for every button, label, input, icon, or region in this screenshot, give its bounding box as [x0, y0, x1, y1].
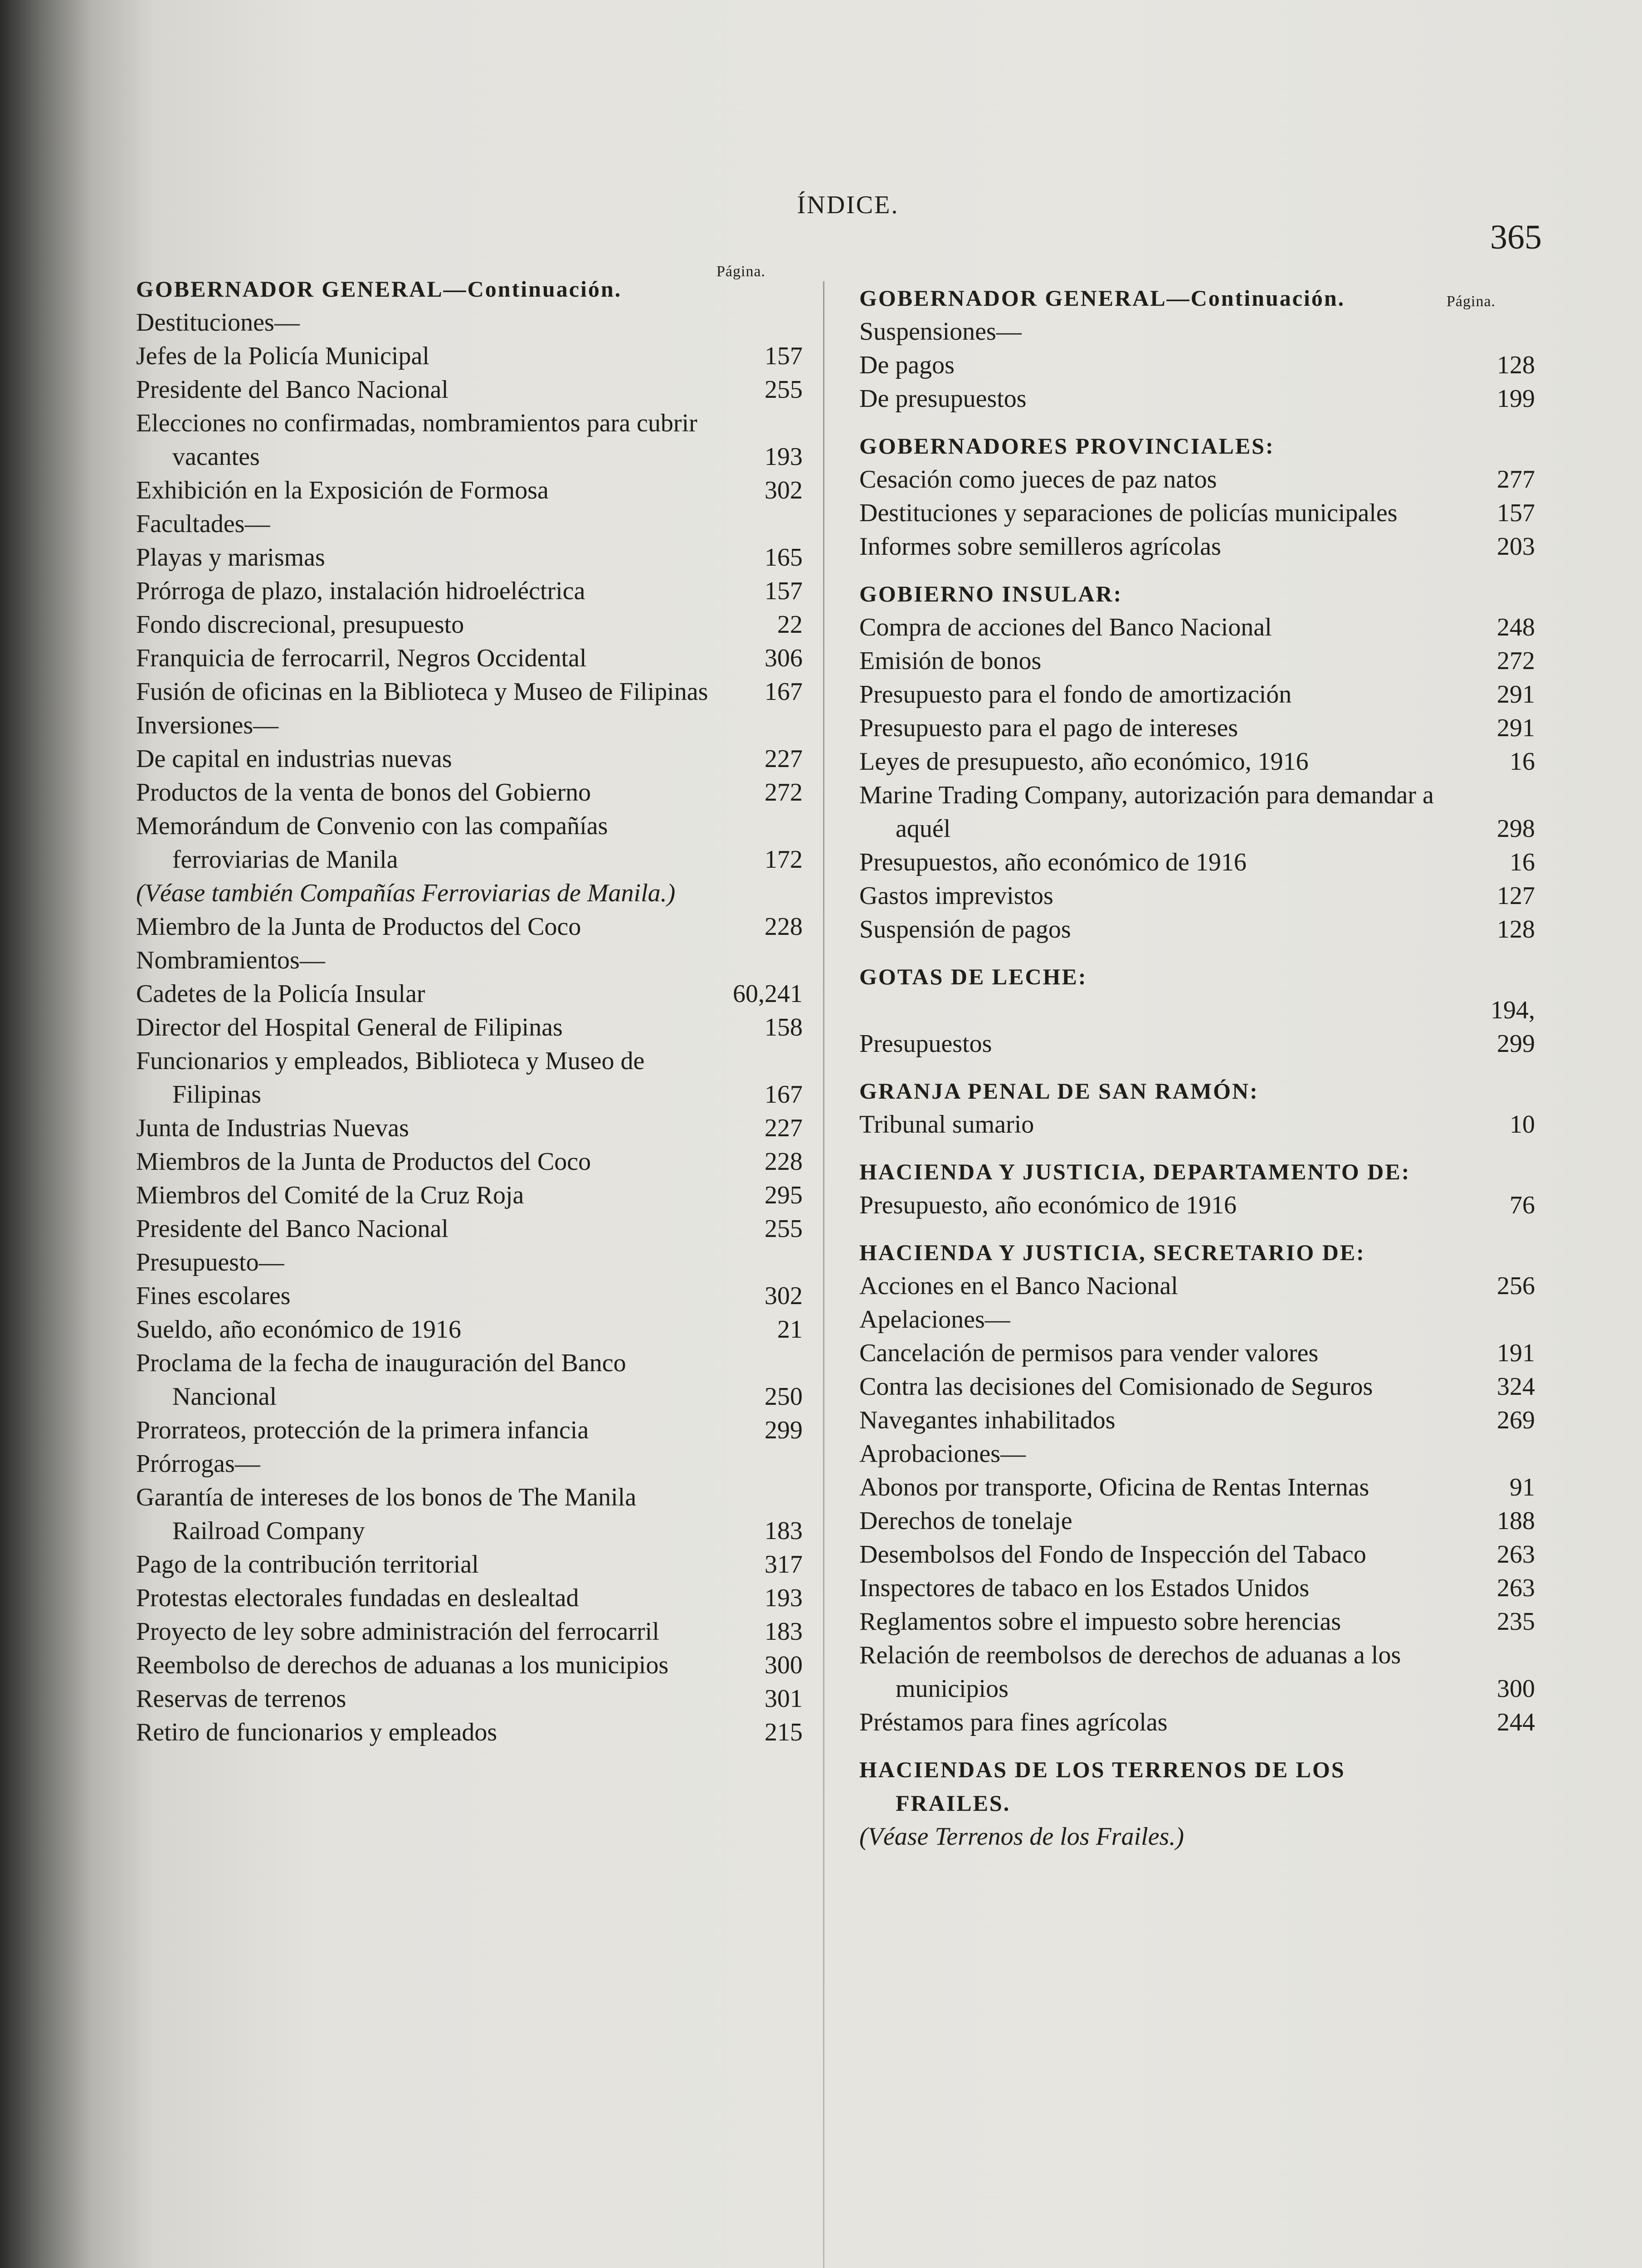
entry-page-number: 127: [1497, 882, 1535, 910]
entry-text: Destituciones y separaciones de policías municipales: [859, 499, 1398, 527]
index-entry: [859, 1370, 1535, 1403]
index-entry: [859, 315, 1535, 348]
column-divider: [823, 281, 824, 2268]
entry-text: Cadetes de la Policía Insular: [136, 980, 425, 1008]
index-entry: [136, 1246, 803, 1279]
entry-text: De capital en industrias nuevas: [136, 745, 452, 773]
entry-page-number: 10: [1510, 1110, 1535, 1139]
index-entry: [136, 1279, 803, 1313]
index-entry: [136, 809, 803, 876]
entry-text: Miembros del Comité de la Cruz Roja: [136, 1181, 524, 1209]
entry-text: HACIENDA Y JUSTICIA, SECRETARIO DE:: [859, 1240, 1365, 1265]
index-entry: [136, 1615, 803, 1648]
entry-text: Leyes de presupuesto, año económico, 1916: [859, 748, 1309, 776]
entry-text: Inversiones—: [136, 711, 279, 739]
entry-text: Prórrogas—: [136, 1450, 260, 1478]
entry-page-number: 317: [765, 1550, 803, 1579]
entry-text: Abonos por transporte, Oficina de Rentas Internas: [859, 1473, 1369, 1501]
entry-page-number: 194, 299: [1491, 996, 1535, 1058]
entry-page-number: 203: [1497, 533, 1535, 561]
index-entry: [136, 876, 803, 910]
entry-page-number: 248: [1497, 613, 1535, 641]
entry-page-number: 193: [765, 1584, 803, 1612]
entry-text: Presidente del Banco Nacional: [136, 1215, 448, 1243]
entry-page-number: 291: [1497, 680, 1535, 709]
entry-text: (Véase también Compañías Ferroviarias de Manila.): [136, 879, 676, 907]
entry-page-number: 302: [765, 1282, 803, 1310]
index-entry: [136, 1346, 803, 1413]
index-entry: [136, 709, 803, 742]
index-entry: [136, 1581, 803, 1615]
entry-text: Presupuesto para el fondo de amortización: [859, 680, 1292, 709]
entry-text: Productos de la venta de bonos del Gobierno: [136, 778, 591, 807]
entry-text: Funcionarios y empleados, Biblioteca y Museo de Filipinas: [136, 1047, 645, 1109]
index-entry: [859, 496, 1535, 530]
index-entry: [859, 678, 1535, 711]
index-entry: [859, 1108, 1535, 1141]
entry-page-number: 16: [1510, 848, 1535, 876]
entry-text: Sueldo, año económico de 1916: [136, 1315, 461, 1344]
index-entry: [136, 406, 803, 474]
entry-page-number: 272: [765, 778, 803, 807]
index-column-left: [136, 272, 803, 1749]
entry-page-number: 291: [1497, 714, 1535, 742]
entry-text: Presupuestos: [859, 1030, 992, 1058]
entry-page-number: 302: [765, 476, 803, 504]
index-entry: [136, 1212, 803, 1246]
entry-page-number: 76: [1510, 1191, 1535, 1219]
entry-page-number: 21: [777, 1315, 803, 1344]
entry-page-number: 157: [765, 577, 803, 605]
index-heading: [859, 1753, 1535, 1820]
index-entry: [136, 1145, 803, 1178]
index-entry: [859, 745, 1535, 778]
entry-page-number: 299: [765, 1416, 803, 1444]
index-entry: [136, 1011, 803, 1044]
entry-page-number: 60,241: [733, 980, 803, 1008]
page-number: 365: [1490, 218, 1542, 256]
entry-page-number: 263: [1497, 1540, 1535, 1569]
index-entry: [859, 1706, 1535, 1739]
entry-text: Destituciones—: [136, 308, 300, 337]
index-entry: [859, 913, 1535, 946]
entry-text: GOBIERNO INSULAR:: [859, 581, 1123, 606]
entry-text: GOBERNADOR GENERAL—Continuación.: [136, 276, 622, 302]
entry-text: Prorrateos, protección de la primera infancia: [136, 1416, 589, 1444]
entry-page-number: 227: [765, 745, 803, 773]
index-entry: [859, 463, 1535, 496]
entry-spacer: [859, 1222, 1535, 1236]
entry-text: Compra de acciones del Banco Nacional: [859, 613, 1272, 641]
entry-text: Contra las decisiones del Comisionado de Seguros: [859, 1373, 1373, 1401]
entry-page-number: 277: [1497, 465, 1535, 494]
index-entry: [859, 530, 1535, 563]
entry-text: Tribunal sumario: [859, 1110, 1034, 1139]
entry-text: Facultades—: [136, 510, 270, 538]
entry-text: Miembros de la Junta de Productos del Coco: [136, 1148, 591, 1176]
entry-text: Fines escolares: [136, 1282, 291, 1310]
index-entry: [136, 339, 803, 373]
entry-text: Reservas de terrenos: [136, 1685, 346, 1713]
entry-page-number: 295: [765, 1181, 803, 1209]
entry-text: Miembro de la Junta de Productos del Coco: [136, 913, 581, 941]
index-entry: [859, 1538, 1535, 1571]
index-entry: [136, 1313, 803, 1346]
entry-text: Aprobaciones—: [859, 1440, 1026, 1468]
index-entry: [859, 1188, 1535, 1222]
entry-text: Suspensiones—: [859, 318, 1022, 346]
entry-page-number: 158: [765, 1013, 803, 1041]
index-heading: [859, 1074, 1535, 1108]
entry-page-number: 193: [765, 443, 803, 471]
entry-page-number: 128: [1497, 351, 1535, 379]
index-entry: [136, 1648, 803, 1682]
entry-spacer: [859, 1739, 1535, 1753]
entry-page-number: 157: [1497, 499, 1535, 527]
entry-text: Gastos imprevistos: [859, 882, 1053, 910]
entry-text: Desembolsos del Fondo de Inspección del Tabaco: [859, 1540, 1366, 1569]
index-entry: [136, 306, 803, 339]
entry-text: Préstamos para fines agrícolas: [859, 1708, 1168, 1736]
index-entry: [136, 541, 803, 574]
entry-page-number: 324: [1497, 1373, 1535, 1401]
entry-text: Jefes de la Policía Municipal: [136, 342, 429, 370]
entry-text: Proclama de la fecha de inauguración del Banco Nancional: [136, 1349, 626, 1411]
entry-spacer: [859, 1061, 1535, 1074]
entry-text: HACIENDAS DE LOS TERRENOS DE LOS FRAILES.: [859, 1757, 1345, 1816]
index-entry: [136, 742, 803, 776]
pagina-column-label-left: Página.: [716, 263, 766, 280]
entry-page-number: 250: [765, 1383, 803, 1411]
entry-text: Cesación como jueces de paz natos: [859, 465, 1217, 494]
entry-text: Memorándum de Convenio con las compañías ferroviarias de Manila: [136, 812, 608, 874]
entry-text: Franquicia de ferrocarril, Negros Occidental: [136, 644, 587, 672]
entry-text: Presupuesto, año económico de 1916: [859, 1191, 1237, 1219]
index-entry: [859, 879, 1535, 913]
entry-spacer: [859, 563, 1535, 577]
entry-page-number: 172: [765, 846, 803, 874]
index-entry: [859, 711, 1535, 745]
entry-text: Junta de Industrias Nuevas: [136, 1114, 409, 1142]
entry-text: Protestas electorales fundadas en deslealtad: [136, 1584, 579, 1612]
entry-page-number: 272: [1497, 647, 1535, 675]
entry-page-number: 16: [1510, 748, 1535, 776]
entry-page-number: 301: [765, 1685, 803, 1713]
index-entry: [859, 611, 1535, 644]
entry-text: Informes sobre semilleros agrícolas: [859, 533, 1221, 561]
entry-page-number: 227: [765, 1114, 803, 1142]
index-entry: [859, 993, 1535, 1061]
index-entry: [859, 1269, 1535, 1303]
entry-page-number: 191: [1497, 1339, 1535, 1367]
index-entry: [136, 675, 803, 709]
index-entry: [859, 1571, 1535, 1605]
entry-text: (Véase Terrenos de los Frailes.): [859, 1823, 1184, 1851]
index-entry: [136, 1044, 803, 1111]
index-entry: [136, 977, 803, 1011]
entry-text: Garantía de intereses de los bonos de The Manila Railroad Company: [136, 1483, 637, 1545]
entry-page-number: 300: [1497, 1675, 1535, 1703]
index-entry: [136, 1481, 803, 1548]
index-heading: [859, 1155, 1535, 1188]
entry-page-number: 244: [1497, 1708, 1535, 1736]
index-entry: [136, 943, 803, 977]
entry-page-number: 199: [1497, 385, 1535, 413]
entry-text: Apelaciones—: [859, 1305, 1010, 1334]
entry-text: Presupuesto—: [136, 1248, 284, 1276]
page-title: ÍNDICE.: [797, 191, 899, 219]
entry-text: Relación de reembolsos de derechos de aduanas a los municipios: [859, 1641, 1401, 1703]
entry-text: Nombramientos—: [136, 946, 325, 974]
index-heading: [859, 577, 1535, 611]
entry-page-number: 165: [765, 543, 803, 572]
entry-page-number: 228: [765, 1148, 803, 1176]
entry-page-number: 298: [1497, 815, 1535, 843]
index-entry: [859, 1504, 1535, 1538]
entry-text: Reembolso de derechos de aduanas a los municipios: [136, 1651, 669, 1679]
entry-text: Reglamentos sobre el impuesto sobre herencias: [859, 1608, 1341, 1636]
entry-text: Retiro de funcionarios y empleados: [136, 1718, 497, 1746]
index-entry: [859, 1403, 1535, 1437]
index-entry: [136, 373, 803, 406]
entry-page-number: 128: [1497, 915, 1535, 943]
index-entry: [136, 641, 803, 675]
entry-page-number: 91: [1510, 1473, 1535, 1501]
entry-text: Presidente del Banco Nacional: [136, 376, 448, 404]
index-heading: [859, 1236, 1535, 1269]
entry-page-number: 300: [765, 1651, 803, 1679]
entry-page-number: 255: [765, 1215, 803, 1243]
index-entry: [859, 1471, 1535, 1504]
entry-page-number: 183: [765, 1618, 803, 1646]
entry-text: De pagos: [859, 351, 955, 379]
entry-page-number: 215: [765, 1718, 803, 1746]
entry-text: Elecciones no confirmadas, nombramientos para cubrir vacantes: [136, 409, 697, 471]
index-entry: [859, 1336, 1535, 1370]
index-entry: [859, 1303, 1535, 1336]
index-entry: [136, 1447, 803, 1481]
entry-text: Cancelación de permisos para vender valores: [859, 1339, 1319, 1367]
entry-page-number: 235: [1497, 1608, 1535, 1636]
index-column-right: [859, 281, 1535, 1853]
index-entry: [136, 1548, 803, 1581]
index-entry: [136, 574, 803, 608]
index-entry: [136, 776, 803, 809]
index-entry: [859, 778, 1535, 846]
entry-spacer: [859, 415, 1535, 429]
entry-text: GOBERNADOR GENERAL—Continuación.: [859, 285, 1345, 311]
entry-page-number: 255: [765, 376, 803, 404]
entry-page-number: 167: [765, 678, 803, 706]
entry-text: Exhibición en la Exposición de Formosa: [136, 476, 549, 504]
entry-text: Presupuesto para el pago de intereses: [859, 714, 1238, 742]
index-entry: [136, 1682, 803, 1716]
index-entry: [136, 1111, 803, 1145]
entry-page-number: 263: [1497, 1574, 1535, 1602]
index-heading: [859, 960, 1535, 993]
index-heading: [136, 272, 803, 306]
entry-text: Proyecto de ley sobre administración del ferrocarril: [136, 1618, 659, 1646]
index-entry: [136, 1716, 803, 1749]
index-entry: [136, 1413, 803, 1447]
entry-text: Fondo discrecional, presupuesto: [136, 611, 464, 639]
index-entry: [859, 382, 1535, 415]
entry-text: De presupuestos: [859, 385, 1027, 413]
index-entry: [859, 1437, 1535, 1471]
entry-text: Pago de la contribución territorial: [136, 1550, 479, 1579]
index-entry: [136, 910, 803, 943]
entry-text: Inspectores de tabaco en los Estados Unidos: [859, 1574, 1310, 1602]
entry-text: GOBERNADORES PROVINCIALES:: [859, 433, 1275, 459]
entry-page-number: 228: [765, 913, 803, 941]
index-entry: [859, 1638, 1535, 1706]
index-entry: [859, 1820, 1535, 1853]
index-entry: [136, 507, 803, 541]
entry-text: HACIENDA Y JUSTICIA, DEPARTAMENTO DE:: [859, 1159, 1411, 1184]
index-entry: [859, 644, 1535, 678]
entry-text: Acciones en el Banco Nacional: [859, 1272, 1178, 1300]
index-entry: [859, 1605, 1535, 1638]
entry-text: Director del Hospital General de Filipinas: [136, 1013, 563, 1041]
entry-text: GRANJA PENAL DE SAN RAMÓN:: [859, 1078, 1259, 1104]
entry-text: Fusión de oficinas en la Biblioteca y Museo de Filipinas: [136, 678, 708, 706]
entry-text: Derechos de tonelaje: [859, 1507, 1072, 1535]
entry-spacer: [859, 946, 1535, 960]
entry-text: Marine Trading Company, autorización para demandar a aquél: [859, 781, 1434, 843]
index-entry: [136, 474, 803, 507]
index-entry: [136, 608, 803, 641]
entry-page-number: 22: [777, 611, 803, 639]
entry-page-number: 183: [765, 1517, 803, 1545]
entry-text: GOTAS DE LECHE:: [859, 964, 1087, 989]
entry-page-number: 256: [1497, 1272, 1535, 1300]
entry-text: Navegantes inhabilitados: [859, 1406, 1116, 1434]
entry-page-number: 157: [765, 342, 803, 370]
index-entry: [136, 1178, 803, 1212]
entry-text: Playas y marismas: [136, 543, 325, 572]
entry-page-number: 188: [1497, 1507, 1535, 1535]
entry-page-number: 167: [765, 1080, 803, 1109]
index-entry: [859, 846, 1535, 879]
pagina-column-label-right: Página.: [1447, 293, 1496, 310]
entry-page-number: 269: [1497, 1406, 1535, 1434]
entry-text: Suspensión de pagos: [859, 915, 1071, 943]
entry-spacer: [859, 1141, 1535, 1155]
entry-text: Emisión de bonos: [859, 647, 1042, 675]
entry-text: Presupuestos, año económico de 1916: [859, 848, 1247, 876]
entry-text: Prórroga de plazo, instalación hidroeléctrica: [136, 577, 585, 605]
entry-page-number: 306: [765, 644, 803, 672]
index-heading: [859, 281, 1535, 315]
index-entry: [859, 348, 1535, 382]
index-heading: [859, 429, 1535, 463]
